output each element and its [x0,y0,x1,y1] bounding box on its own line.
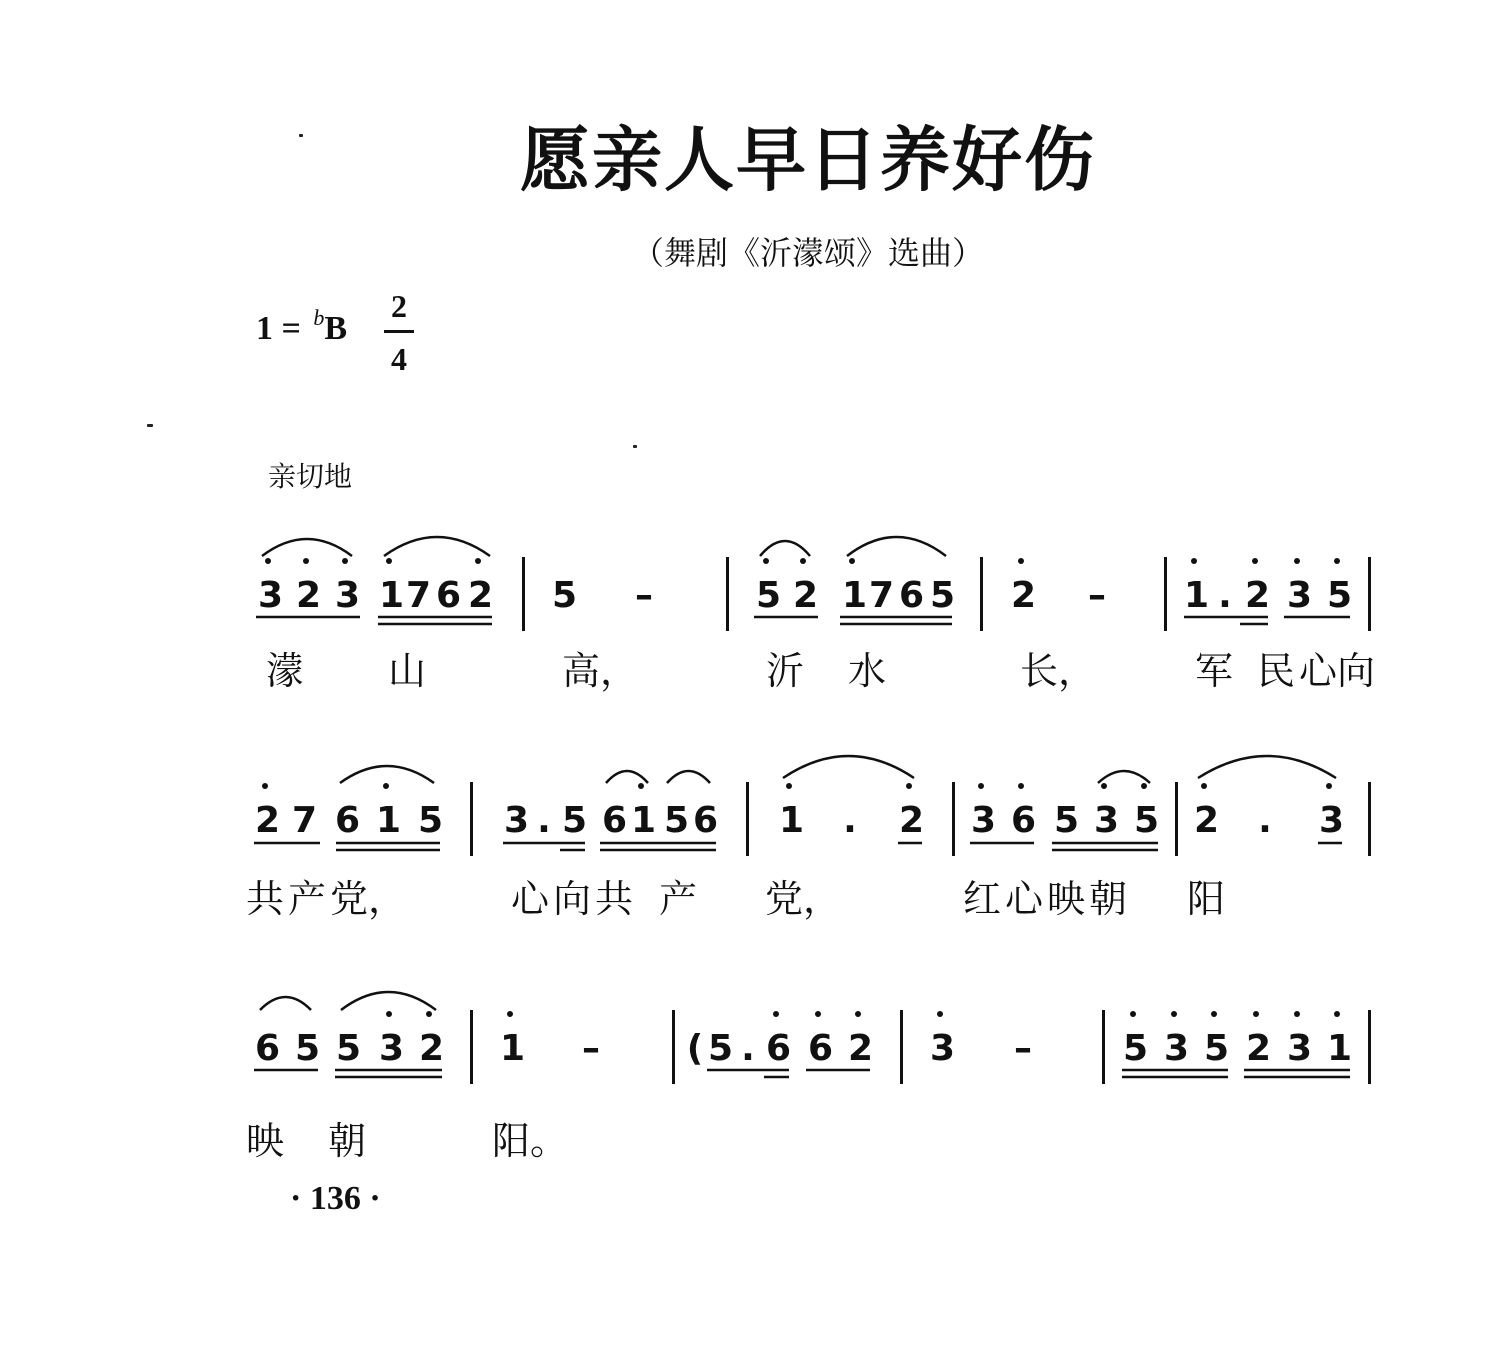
octave-dot [342,558,348,564]
note: 5 [1327,575,1353,616]
lyric: 红 [963,877,1002,921]
slur [1198,756,1336,778]
note: 3 [379,1028,405,1069]
slur [1098,771,1150,783]
octave-dot [1130,1011,1136,1017]
note: – [635,575,653,616]
note: 2 [1194,800,1220,841]
lyric: 高， [562,649,639,693]
flat-sign: b [313,305,325,330]
note: 6 [335,800,361,841]
note: 1 [376,800,402,841]
slur [783,756,914,778]
note: 5 [552,575,578,616]
note: – [582,1028,600,1069]
octave-dot [262,783,268,789]
note: 6 [808,1028,834,1069]
note: 5 [1123,1028,1149,1069]
octave-dot [906,783,912,789]
octave-dot [978,783,984,789]
note: . [537,800,551,841]
note: 3 [1287,575,1313,616]
note: 2 [419,1028,445,1069]
note: 3 [1094,800,1120,841]
lyric: 朝 [328,1119,367,1163]
lyric: 朝 [1089,877,1128,921]
lyric: 向 [1337,649,1376,693]
slur [260,997,311,1010]
note: 3 [1164,1028,1190,1069]
octave-dot [1294,558,1300,564]
note: 2 [1246,1028,1272,1069]
note: 3 [335,575,361,616]
song-title: 愿亲人早日养好伤 [520,119,1096,201]
note: 7 [869,575,895,616]
lyric: 阳。 [492,1119,569,1163]
slur [340,766,434,783]
note: . [1258,800,1272,841]
octave-dot [786,783,792,789]
lyric: 映 [246,1119,285,1163]
scan-speck [299,134,303,137]
scan-speck [147,424,153,427]
time-numerator: 2 [391,288,407,324]
note: 1 [500,1028,526,1069]
note: 5 [708,1028,734,1069]
note: 6 [693,800,719,841]
octave-dot [1201,783,1207,789]
note: 7 [406,575,432,616]
slur [606,771,648,783]
note: 5 [336,1028,362,1069]
lyric: 党， [330,877,407,921]
slur [667,771,710,783]
octave-dot [507,1011,513,1017]
octave-dot [265,558,271,564]
octave-dot [1294,1011,1300,1017]
note: 6 [255,1028,281,1069]
note: 2 [255,800,281,841]
note: 5 [1134,800,1160,841]
octave-dot [773,1011,779,1017]
note: 2 [468,575,494,616]
slur [262,539,352,556]
octave-dot [1018,783,1024,789]
note: 3 [504,800,530,841]
octave-dot [1253,1011,1259,1017]
note: 1 [842,575,868,616]
page-number: · 136 · [290,1180,381,1217]
octave-dot [1018,558,1024,564]
lyric: 向 [553,877,592,921]
octave-dot [1191,558,1197,564]
note: ( [686,1028,704,1069]
octave-dot [426,1011,432,1017]
octave-dot [638,783,644,789]
lyric: 军 [1195,649,1234,693]
octave-dot [1211,1011,1217,1017]
lyric: 民 [1257,649,1296,693]
octave-dot [1334,1011,1340,1017]
note: 6 [899,575,925,616]
slur [341,992,436,1010]
note: 1 [631,800,657,841]
note: 6 [436,575,462,616]
note: 5 [930,575,956,616]
octave-dot [1334,558,1340,564]
note: 5 [1054,800,1080,841]
octave-dot [849,558,855,564]
lyric: 产 [659,877,698,921]
lyric: 共 [246,877,285,921]
note: 6 [602,800,628,841]
lyric: 山 [388,649,427,693]
note: 5 [295,1028,321,1069]
note: 6 [766,1028,792,1069]
note: . [843,800,857,841]
note: . [1218,575,1232,616]
octave-dot [383,783,389,789]
lyric: 濛 [266,649,305,693]
slur [384,537,490,556]
octave-dot [800,558,806,564]
key-note: B [324,310,348,347]
note: 7 [292,800,318,841]
note: 1 [1327,1028,1353,1069]
octave-dot [475,558,481,564]
octave-dot [386,1011,392,1017]
note: 3 [971,800,997,841]
note: 6 [1011,800,1037,841]
note: – [1088,575,1106,616]
key-prefix: 1 = [256,310,310,347]
note: – [1014,1028,1032,1069]
lyric: 沂 [766,649,805,693]
tempo-marking: 亲切地 [268,460,353,493]
octave-dot [1171,1011,1177,1017]
octave-dot [386,558,392,564]
note: 2 [1245,575,1271,616]
note: 3 [1319,800,1345,841]
note: 5 [418,800,444,841]
note: 5 [756,575,782,616]
octave-dot [1141,783,1147,789]
slur [847,537,946,556]
lyric: 共 [595,877,634,921]
octave-dot [815,1011,821,1017]
lyric: 长， [1020,649,1097,693]
note: 3 [930,1028,956,1069]
note: 2 [848,1028,874,1069]
lyric: 映 [1047,877,1086,921]
lyric: 心 [1005,877,1044,921]
lyric: 水 [848,649,887,693]
note: 3 [1287,1028,1313,1069]
scan-speck [633,445,637,448]
note: 1 [779,800,805,841]
octave-dot [303,558,309,564]
note: 3 [258,575,284,616]
octave-dot [1252,558,1258,564]
note: 2 [1011,575,1037,616]
note: . [741,1028,755,1069]
note: 2 [899,800,925,841]
lyric: 党， [765,877,842,921]
note: 5 [562,800,588,841]
lyric: 心 [1299,649,1338,693]
note: 2 [793,575,819,616]
octave-dot [1101,783,1107,789]
slur [760,541,810,556]
note: 1 [1184,575,1210,616]
note: 5 [664,800,690,841]
lyric: 产 [288,877,327,921]
note: 1 [379,575,405,616]
time-denominator: 4 [391,341,407,377]
octave-dot [855,1011,861,1017]
lyric: 阳 [1187,877,1226,921]
note: 5 [1204,1028,1230,1069]
note: 2 [296,575,322,616]
octave-dot [937,1011,943,1017]
song-subtitle: （舞剧《沂濛颂》选曲） [631,234,984,272]
octave-dot [1326,783,1332,789]
octave-dot [763,558,769,564]
lyric: 心 [511,877,550,921]
